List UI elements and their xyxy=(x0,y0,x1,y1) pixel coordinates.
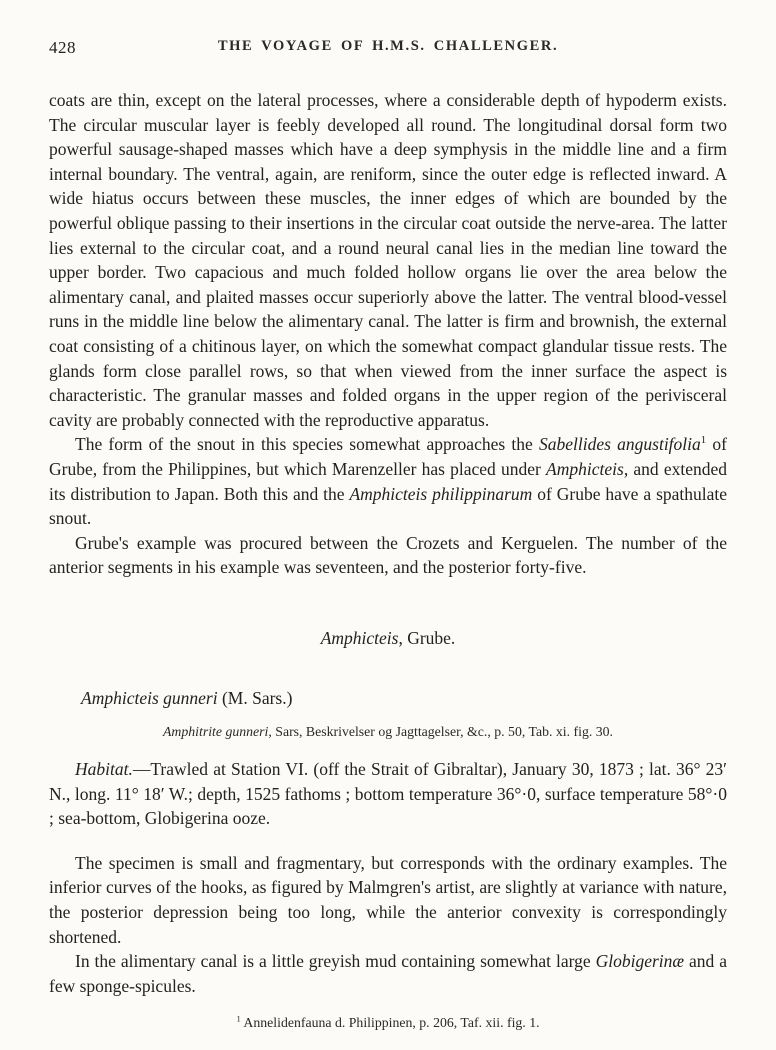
paragraph-alimentary: In the alimentary canal is a little greyish mud containing somewhat large Globigerinæ and a few sponge-spicules. xyxy=(49,951,727,996)
running-title: THE VOYAGE OF H.M.S. CHALLENGER. xyxy=(217,38,559,54)
page-body xyxy=(49,88,727,1032)
paragraph-grube-example: Grube's example was procured between the Crozets and Kerguelen. The number of the anterior segments in his example was seventeen, and the posterior forty-five. xyxy=(49,532,727,578)
page-number: 428 xyxy=(49,38,76,57)
genus-heading: Amphicteis, Grube. xyxy=(320,627,456,648)
species-heading: Amphicteis gunneri (M. Sars.) xyxy=(81,688,293,709)
page-header xyxy=(49,38,727,58)
paragraph-snout: The form of the snout in this species somewhat approaches the Sabellides angustifolia$^1$ of Grube, from the Philippines, but which Marenzeller has placed under Amphicteis, and extended its distribution to Japan. Both this and the Amphicteis philippinarum of Grube have a spathulate snout. xyxy=(49,434,728,529)
footnote: $^1$ Annelidenfauna d. Philippinen, p. 206, Taf. xii. fig. 1. xyxy=(236,1013,540,1031)
paragraph-hypoderm: coats are thin, except on the lateral processes, where a considerable depth of hypoderm exists. The circular muscular layer is feebly developed all round. The longitudinal dorsal form two powerful sausage-shaped masses which have a deep symphysis in the middle line and a firm internal boundary. The ventral, again, are reniform, since the outer edge is reflected inward. A wide hiatus occurs between these muscles, the inner edges of which are bounded by the powerful oblique passing to their insertions in the circular coat outside the nerve-area. The latter lies external to the circular coat, and a round neural canal lies in the median line toward the upper border. Two capacious and much folded hollow organs lie over the area below the alimentary canal, and plaited masses occur superiorly above the latter. The ventral blood-vessel runs in the middle line below the alimentary canal. The latter is firm and brownish, the external coat consisting of a chitinous layer, on which the somewhat compact glandular tissue rests. The glands form close parallel rows, so that when viewed from the inner surface the aspect is characteristic. The granular masses and folded organs in the upper region of the perivisceral cavity are probably connected with the reproductive apparatus. xyxy=(49,90,727,430)
synonymy-citation: Amphitrite gunneri, Sars, Beskrivelser og Jagttagelser, &c., p. 50, Tab. xi. fig. 30. xyxy=(162,724,613,740)
paragraph-specimen: The specimen is small and fragmentary, but corresponds with the ordinary examples. The inferior curves of the hooks, as figured by Malmgren's artist, are slightly at variance with nature, the posterior depression being too long, while the anterior convexity is correspondingly shortened. xyxy=(49,852,727,947)
paragraph-habitat: Habitat.—Trawled at Station VI. (off the Strait of Gibraltar), January 30, 1873 ; lat. 36° 23′ N., long. 11° 18′ W.; depth, 1525 fathoms ; bottom temperature 36°·0, surface temperature 58°·0 ; sea-bottom, Globigerina ooze. xyxy=(49,759,727,829)
